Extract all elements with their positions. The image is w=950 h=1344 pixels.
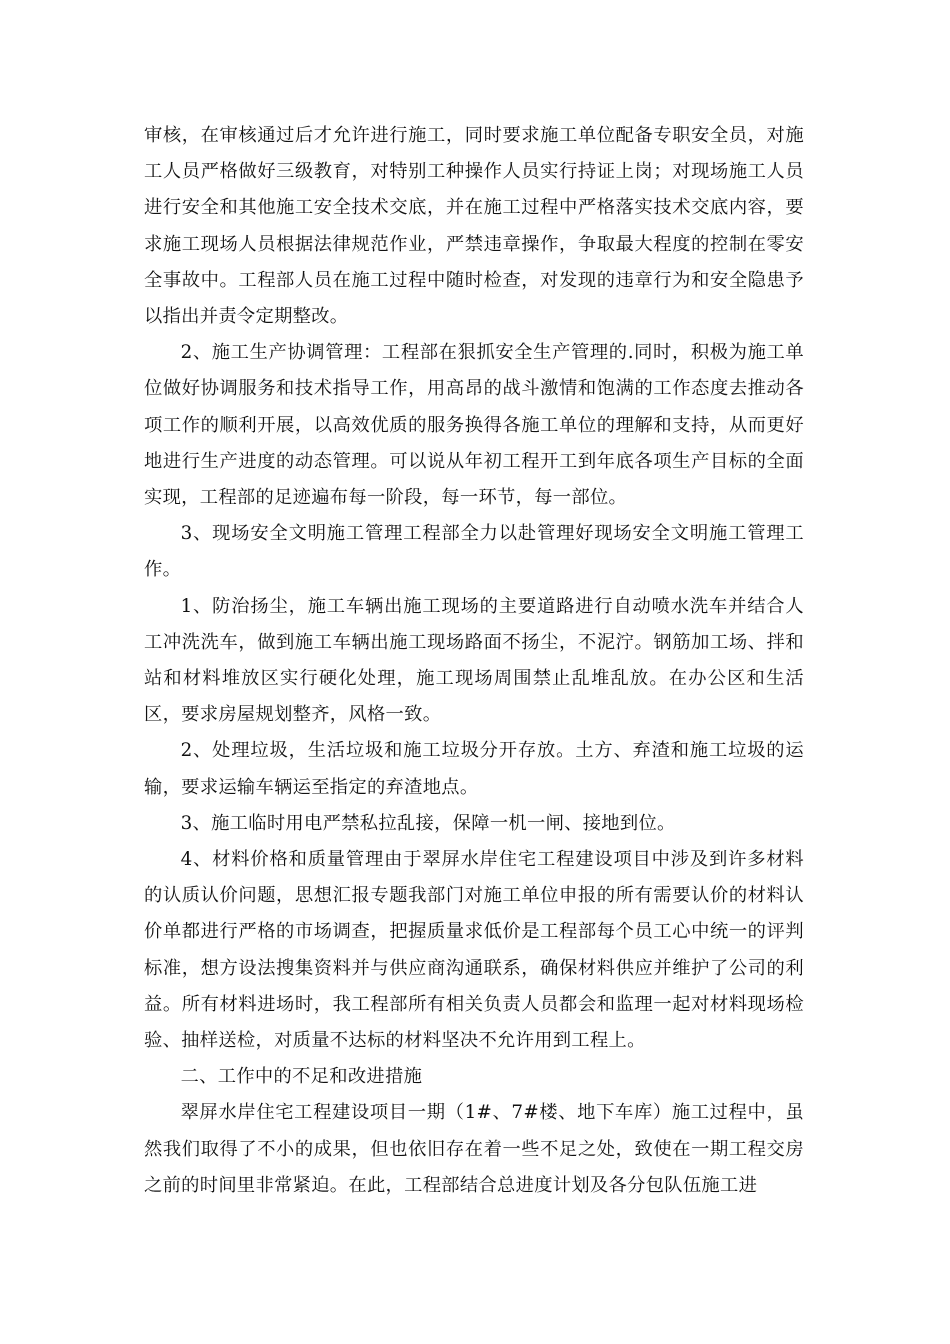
paragraph-material-price-quality: 4、材料价格和质量管理由于翠屏水岸住宅工程建设项目中涉及到许多材料的认质认价问题，思想汇报专题我部门对施工单位申报的所有需要认价的材料认价单都进行严格的市场调查，把握质量求低价是工程部每个员工心中统一的评判标准，想方设法搜集资料并与供应商沟通联系，确保材料供应并维护了公司的利益。所有材料进场时，我工程部所有相关负责人员都会和监理一起对材料现场检验、抽样送检，对质量不达标的材料坚决不允许用到工程上。: [144, 849, 804, 1052]
paragraph-temporary-electricity: 3、施工临时用电严禁私拉乱接，保障一机一闸、接地到位。: [180, 812, 676, 834]
paragraph-site-safety-management: 3、现场安全文明施工管理工程部全力以赴管理好现场安全文明施工管理工作。: [144, 523, 804, 581]
paragraph-production-coordination: 2、施工生产协调管理：工程部在狠抓安全生产管理的.同时，积极为施工单位做好协调服务和技术指导工作，用高昂的战斗激情和饱满的工作态度去推动各项工作的顺利开展，以高效优质的服务换得各施工单位的理解和支持，从而更好地进行生产进度的动态管理。可以说从年初工程开工到年底各项生产目标的全面实现，工程部的足迹遍布每一阶段，每一环节，每一部位。: [144, 342, 804, 509]
paragraph-project-phase-one: 翠屏水岸住宅工程建设项目一期（1#、7#楼、地下车库）施工过程中，虽然我们取得了不小的成果，但也依旧存在着一些不足之处，致使在一期工程交房之前的时间里非常紧迫。在此，工程部结合总进度计划及各分包队伍施工进: [144, 1102, 804, 1196]
paragraph-safety-review: 审核，在审核通过后才允许进行施工，同时要求施工单位配备专职安全员，对施工人员严格做好三级教育，对特别工种操作人员实行持证上岗；对现场施工人员进行安全和其他施工安全技术交底，并在施工过程中严格落实技术交底内容，要求施工现场人员根据法律规范作业，严禁违章操作，争取最大程度的控制在零安全事故中。工程部人员在施工过程中随时检查，对发现的违章行为和安全隐患予以指出并责令定期整改。: [144, 125, 804, 328]
paragraph-waste-handling: 2、处理垃圾，生活垃圾和施工垃圾分开存放。土方、弃渣和施工垃圾的运输，要求运输车辆运至指定的弃渣地点。: [144, 740, 804, 798]
paragraph-dust-control: 1、防治扬尘，施工车辆出施工现场的主要道路进行自动喷水洗车并结合人工冲洗洗车，做到施工车辆出施工现场路面不扬尘，不泥泞。钢筋加工场、拌和站和材料堆放区实行硬化处理，施工现场周围禁止乱堆乱放。在办公区和生活区，要求房屋规划整齐，风格一致。: [144, 595, 804, 726]
section-heading-shortcomings: 二、工作中的不足和改进措施: [180, 1066, 423, 1088]
document-page: [144, 118, 804, 1204]
